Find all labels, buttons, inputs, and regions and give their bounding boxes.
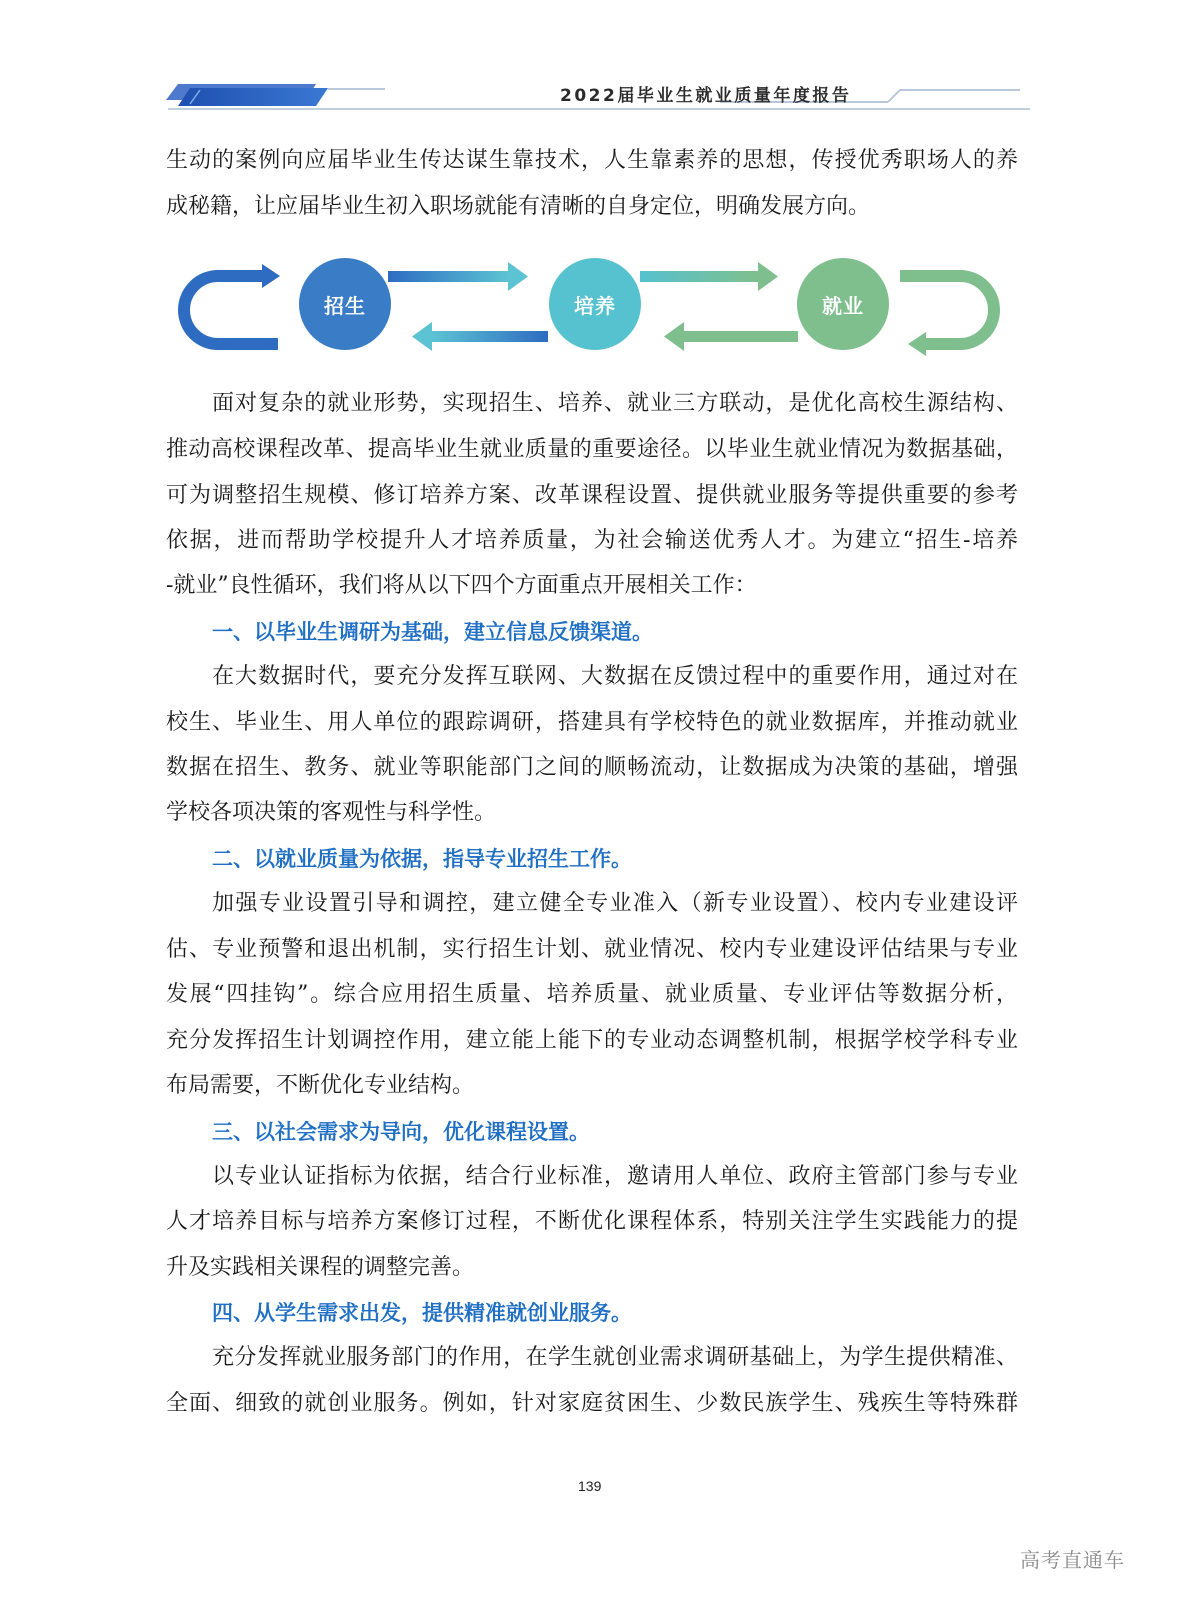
- node-employment: [797, 258, 889, 350]
- text-line: 成秘籍，让应届毕业生初入职场就能有清晰的自身定位，明确发展方向。: [166, 194, 871, 219]
- report-header: [160, 78, 1030, 112]
- text-line: 充分发挥就业服务部门的作用，在学生就创业需求调研基础上，为学生提供精准、: [212, 1345, 1018, 1370]
- text-line: 充分发挥招生计划调控作用，建立能上能下的专业动态调整机制，根据学校学科专业: [166, 1028, 1018, 1053]
- section-heading: 二、以就业质量为依据，指导专业招生工作。: [212, 847, 632, 871]
- page-number: 139: [578, 1478, 602, 1494]
- text-line: 可为调整招生规模、修订培养方案、改革课程设置、提供就业服务等提供重要的参考: [166, 483, 1018, 508]
- node-enrollment: [299, 258, 391, 350]
- text-line: 校生、毕业生、用人单位的跟踪调研，搭建具有学校特色的就业数据库，并推动就业: [166, 710, 1018, 735]
- text-line: 全面、细致的就创业服务。例如，针对家庭贫困生、少数民族学生、残疾生等特殊群: [166, 1391, 1018, 1416]
- text-line: 布局需要，不断优化专业结构。: [166, 1073, 475, 1098]
- node-label: 就业: [822, 293, 864, 318]
- section-heading: 一、以毕业生调研为基础，建立信息反馈渠道。: [212, 620, 653, 644]
- text-line: 加强专业设置引导和调控，建立健全专业准入（新专业设置）、校内专业建设评: [212, 891, 1018, 916]
- text-line: 升及实践相关课程的调整完善。: [166, 1255, 475, 1280]
- text-line: 推动高校课程改革、提高毕业生就业质量的重要途径。以毕业生就业情况为数据基础，: [166, 437, 1018, 462]
- text-line: 学校各项决策的客观性与科学性。: [166, 800, 497, 825]
- cycle-diagram: [170, 254, 1020, 359]
- text-line: 生动的案例向应届毕业生传达谋生靠技术，人生靠素养的思想，传授优秀职场人的养: [166, 148, 1018, 173]
- text-line: -就业”良性循环，我们将从以下四个方面重点开展相关工作：: [166, 573, 757, 598]
- section-heading: 三、以社会需求为导向，优化课程设置。: [212, 1120, 590, 1144]
- text-line: 数据在招生、教务、就业等职能部门之间的顺畅流动，让数据成为决策的基础，增强: [166, 755, 1018, 780]
- text-line: 估、专业预警和退出机制，实行招生计划、就业情况、校内专业建设评估结果与专业: [166, 937, 1018, 962]
- section-heading: 四、从学生需求出发，提供精准就创业服务。: [212, 1301, 632, 1325]
- report-title: 2022届毕业生就业质量年度报告: [560, 86, 852, 106]
- text-line: 以专业认证指标为依据，结合行业标准，邀请用人单位、政府主管部门参与专业: [212, 1164, 1018, 1189]
- node-label: 招生: [324, 293, 366, 318]
- watermark-text: 高考直通车: [1020, 1548, 1125, 1572]
- text-line: 人才培养目标与培养方案修订过程，不断优化课程体系，特别关注学生实践能力的提: [166, 1209, 1018, 1234]
- node-training: [549, 258, 641, 350]
- text-line: 在大数据时代，要充分发挥互联网、大数据在反馈过程中的重要作用，通过对在: [212, 664, 1018, 689]
- text-line: 发展“四挂钩”。综合应用招生质量、培养质量、就业质量、专业评估等数据分析，: [166, 982, 1018, 1007]
- node-label: 培养: [574, 293, 616, 318]
- text-line: 依据，进而帮助学校提升人才培养质量，为社会输送优秀人才。为建立“招生-培养: [166, 528, 1018, 553]
- text-line: 面对复杂的就业形势，实现招生、培养、就业三方联动，是优化高校生源结构、: [212, 391, 1018, 416]
